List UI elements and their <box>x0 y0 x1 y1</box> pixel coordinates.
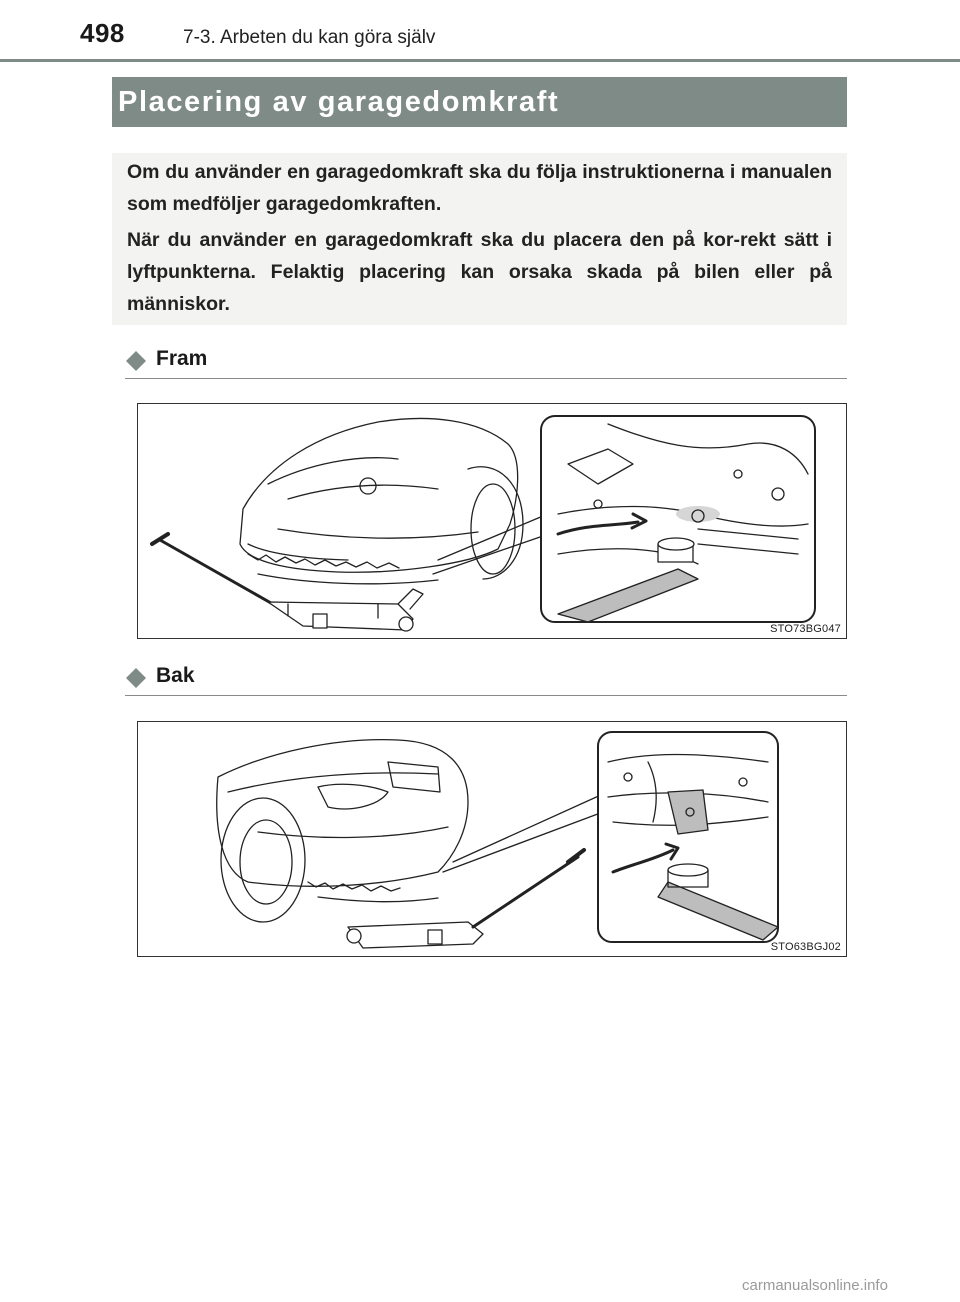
figure-rear-jack-point <box>137 721 847 957</box>
intro-paragraph: Om du använder en garagedomkraft ska du följa instruktionerna i manualen som medföljer garagedomkraften. <box>127 161 832 215</box>
page-title: Placering av garagedomkraft <box>118 85 560 118</box>
section-heading-rear <box>125 660 847 696</box>
section-heading-front <box>125 343 847 379</box>
rear-jack-illustration <box>138 722 847 957</box>
chapter-title: 7-3. Arbeten du kan göra själv <box>183 27 436 48</box>
page-number: 498 <box>80 18 125 48</box>
figure-front-jack-point <box>137 403 847 639</box>
section-label-rear: Bak <box>156 664 195 687</box>
section-title-bar <box>112 77 847 127</box>
front-jack-illustration <box>138 404 847 639</box>
section-divider <box>125 695 847 696</box>
section-divider <box>125 378 847 379</box>
intro-box <box>112 153 847 325</box>
diamond-bullet-icon <box>125 350 147 372</box>
diamond-bullet-icon <box>125 667 147 689</box>
header-divider <box>0 59 960 62</box>
figure-code: STO63BGJ02 <box>770 941 841 953</box>
watermark: carmanualsonline.info <box>742 1277 888 1294</box>
section-label-front: Fram <box>156 347 208 370</box>
figure-code: STO73BG047 <box>770 623 841 635</box>
intro-paragraph: När du använder en garagedomkraft ska du placera den på kor-rekt sätt i lyftpunkterna. Felaktig placering kan orsaka skada på bilen eller på människor. <box>127 229 832 315</box>
page-header <box>0 0 960 62</box>
